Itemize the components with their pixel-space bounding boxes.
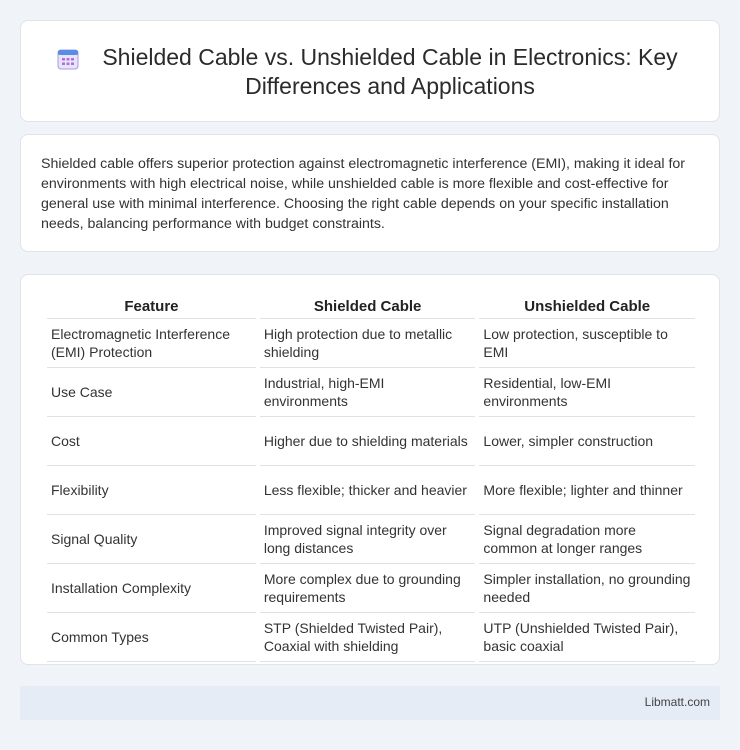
feature-cell: Use Case <box>47 368 256 417</box>
header-feature: Feature <box>47 297 256 319</box>
unshielded-cell: Low protection, susceptible to EMI <box>479 319 695 368</box>
feature-cell: Common Types <box>47 613 256 662</box>
unshielded-cell: Signal degradation more common at longer ranges <box>479 515 695 564</box>
unshielded-cell: Lower, simpler construction <box>479 417 695 466</box>
table-header-row <box>47 297 695 319</box>
header-unshielded: Unshielded Cable <box>479 297 695 319</box>
feature-cell: Flexibility <box>47 466 256 515</box>
shielded-cell: Improved signal integrity over long distances <box>260 515 476 564</box>
unshielded-cell: Residential, low-EMI environments <box>479 368 695 417</box>
unshielded-cell: UTP (Unshielded Twisted Pair), basic coaxial <box>479 613 695 662</box>
table-row <box>47 466 695 515</box>
unshielded-cell: More flexible; lighter and thinner <box>479 466 695 515</box>
header-shielded: Shielded Cable <box>260 297 476 319</box>
table-row <box>47 515 695 564</box>
page-title: Shielded Cable vs. Unshielded Cable in Electronics: Key Differences and Applications <box>102 44 678 99</box>
shielded-cell: High protection due to metallic shielding <box>260 319 476 368</box>
feature-cell: Installation Complexity <box>47 564 256 613</box>
shielded-cell: STP (Shielded Twisted Pair), Coaxial with shielding <box>260 613 476 662</box>
shielded-cell: Industrial, high-EMI environments <box>260 368 476 417</box>
footer-bar <box>20 686 720 720</box>
feature-cell: Cost <box>47 417 256 466</box>
feature-cell: Electromagnetic Interference (EMI) Protection <box>47 319 256 368</box>
comparison-table <box>43 297 699 662</box>
summary-card <box>20 134 720 252</box>
shielded-cell: Less flexible; thicker and heavier <box>260 466 476 515</box>
unshielded-cell: Simpler installation, no grounding needed <box>479 564 695 613</box>
shielded-cell: More complex due to grounding requirements <box>260 564 476 613</box>
table-row <box>47 564 695 613</box>
feature-cell: Signal Quality <box>47 515 256 564</box>
footer-site-link[interactable]: Libmatt.com <box>644 695 710 709</box>
title-card <box>20 20 720 122</box>
table-row <box>47 368 695 417</box>
table-row <box>47 613 695 662</box>
comparison-card <box>20 274 720 665</box>
table-row <box>47 319 695 368</box>
table-row <box>47 417 695 466</box>
shielded-cell: Higher due to shielding materials <box>260 417 476 466</box>
summary-text: Shielded cable offers superior protection against electromagnetic interference (EMI), making it ideal for environments with high electrical noise, while unshielded cable is more flexible and cost-effective for general use with minimal interference. Choosing the right cable depends on your specific installation needs, balancing performance with budget constraints. <box>41 156 686 232</box>
